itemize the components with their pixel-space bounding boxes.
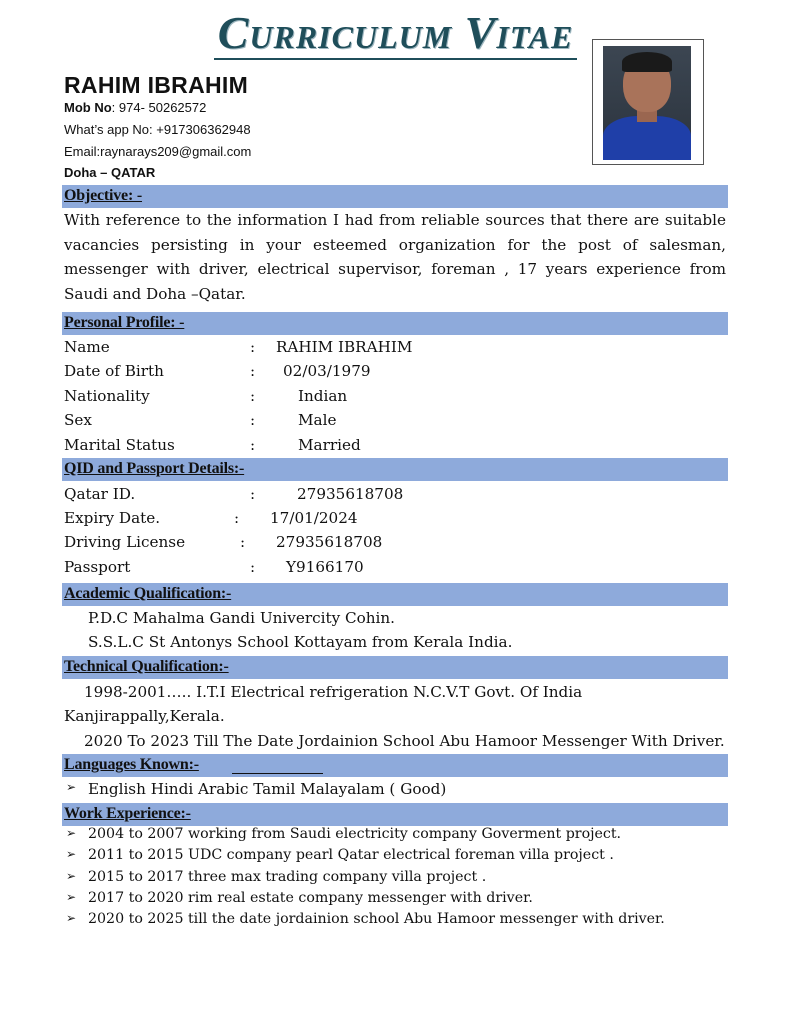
row-label: Passport [64,558,131,576]
title-text: Curriculum Vitae [214,7,578,60]
row-separator: : [250,558,256,576]
row-label: Expiry Date. [64,509,161,527]
row-value: 17/01/2024 [270,509,358,527]
mobile-number [64,100,206,115]
row-value: Male [298,411,337,429]
row-value: 27935618708 [297,485,404,503]
technical-heading: Technical Qualification:- [64,658,229,675]
whatsapp-number: What’s app No: +917306362948 [64,122,251,137]
location: Doha – QATAR [64,165,156,180]
mobile-value: : 974- 50262572 [111,100,207,115]
arrow-bullet-icon: ➢ [66,890,77,904]
arrow-bullet-icon: ➢ [66,869,77,883]
row-separator: : [250,436,256,454]
work-item-text: 2020 to 2025 till the date jordainion school Abu Hamoor messenger with driver. [88,911,665,927]
arrow-bullet-icon: ➢ [66,780,77,794]
work-heading-bar [62,803,728,826]
row-label: Marital Status [64,436,175,454]
row-label: Date of Birth [64,362,164,380]
row-value: Y9166170 [286,558,364,576]
work-item-text: 2017 to 2020 rim real estate company messenger with driver. [88,890,533,906]
profile-photo [592,39,704,165]
technical-line: Kanjirappally,Kerala. [64,707,225,725]
academic-heading: Academic Qualification:- [64,585,232,602]
row-value: 27935618708 [276,533,383,551]
arrow-bullet-icon: ➢ [66,911,77,925]
row-label: Qatar ID. [64,485,136,503]
row-separator: : [234,509,240,527]
languages-underline [232,773,323,774]
row-separator: : [250,411,256,429]
qid-heading-bar [62,458,728,481]
row-separator: : [250,485,256,503]
personal-heading-bar [62,312,728,335]
row-value: Indian [298,387,348,405]
objective-heading-bar [62,185,728,208]
portrait-image [603,46,691,160]
qid-heading: QID and Passport Details:- [64,460,245,477]
technical-line: 2020 To 2023 Till The Date Jordainion School Abu Hamoor Messenger With Driver. [84,732,725,750]
row-value: 02/03/1979 [283,362,371,380]
languages-text: English Hindi Arabic Tamil Malayalam ( Good) [88,780,447,798]
row-value: RAHIM IBRAHIM [276,338,413,356]
languages-heading-bar [62,754,728,777]
arrow-bullet-icon: ➢ [66,826,77,840]
objective-heading: Objective: - [64,187,143,204]
row-separator: : [250,362,256,380]
work-item-text: 2015 to 2017 three max trading company villa project . [88,869,487,885]
personal-heading: Personal Profile: - [64,314,185,331]
work-heading: Work Experience:- [64,805,191,822]
work-item-text: 2011 to 2015 UDC company pearl Qatar electrical foreman villa project . [88,847,614,863]
row-label: Driving License [64,533,186,551]
arrow-bullet-icon: ➢ [66,847,77,861]
technical-heading-bar [62,656,728,679]
candidate-name: RAHIM IBRAHIM [64,72,249,98]
email-address: Email:raynarays209@gmail.com [64,144,252,159]
mobile-label: Mob No [64,100,112,115]
row-separator: : [250,387,256,405]
languages-heading: Languages Known:- [64,756,199,773]
work-item-text: 2004 to 2007 working from Saudi electricity company Goverment project. [88,826,622,842]
row-value: Married [298,436,361,454]
row-separator: : [250,338,256,356]
technical-line: 1998-2001….. I.T.I Electrical refrigeration N.C.V.T Govt. Of India [84,683,583,701]
academic-item: P.D.C Mahalma Gandi Univercity Cohin. [88,609,395,627]
academic-item: S.S.L.C St Antonys School Kottayam from Kerala India. [88,633,513,651]
row-label: Name [64,338,110,356]
row-label: Nationality [64,387,150,405]
objective-text: With reference to the information I had from reliable sources that there are suitable vacancies persisting in your esteemed organization for the post of salesman, messenger with driver, electrical supervisor, foreman , 17 years experience from Saudi and Doha –Qatar. [64,211,726,303]
row-label: Sex [64,411,92,429]
row-separator: : [240,533,246,551]
academic-heading-bar [62,583,728,606]
